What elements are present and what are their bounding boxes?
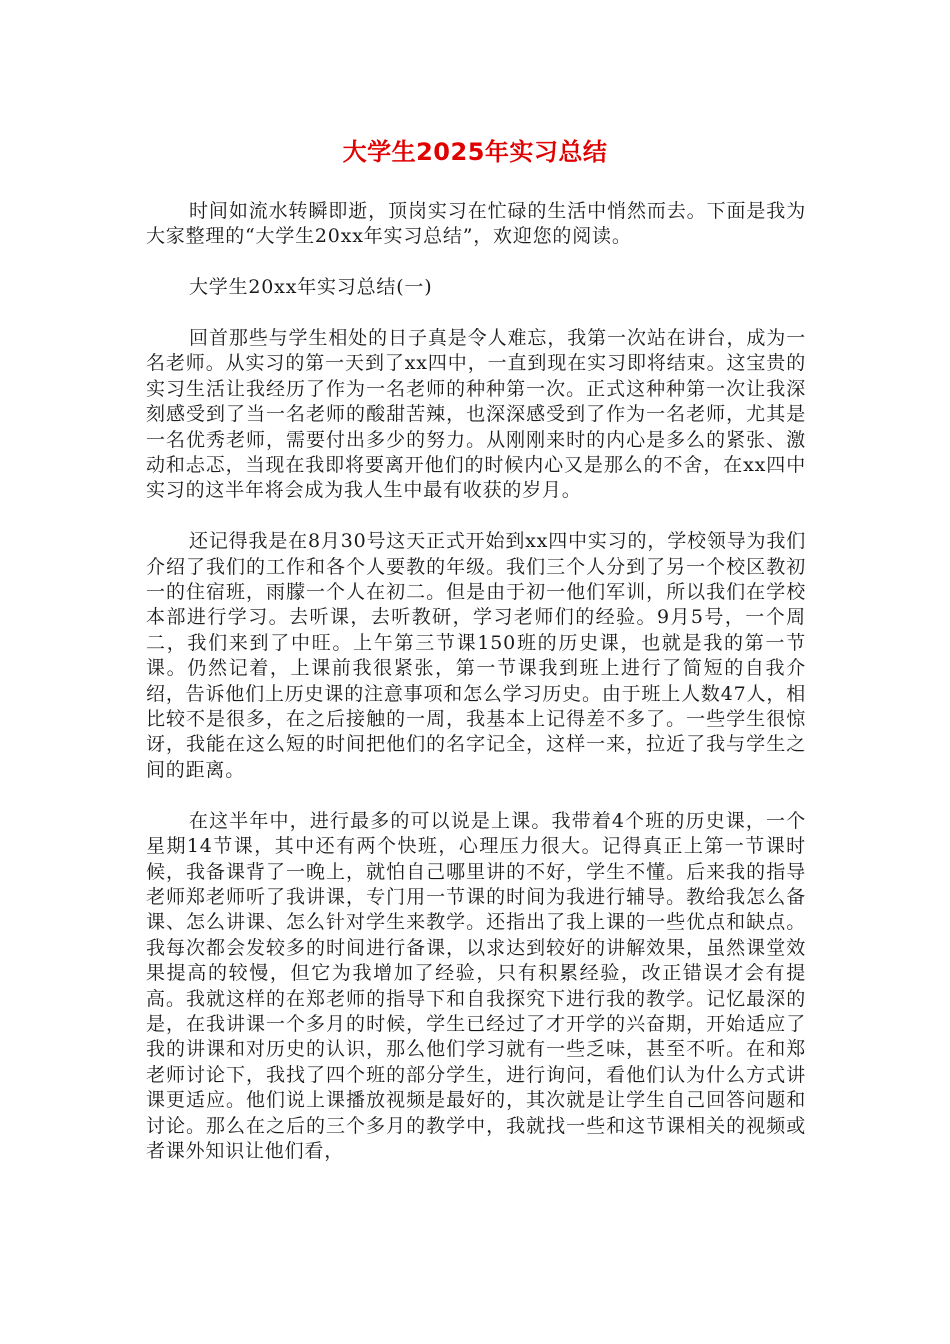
- body-paragraph: 在这半年中，进行最多的可以说是上课。我带着4个班的历史课，一个星期14节课，其中还有两个快班，心理压力很大。记得真正上第一节课时候，我备课背了一晚上，就怕自己哪里讲的不好，学生不懂。后来我的指导老师郑老师听了我讲课，专门用一节课的时间为我进行辅导。教给我怎么备课、怎么讲课、怎么针对学生来教学。还指出了我上课的一些优点和缺点。我每次都会发较多的时间进行备课，以求达到较好的讲解效果，虽然课堂效果提高的较慢，但它为我增加了经验，只有积累经验，改正错误才会有提高。我就这样的在郑老师的指导下和自我探究下进行我的教学。记忆最深的是，在我讲课一个多月的时候，学生已经过了才开学的兴奋期，开始适应了我的讲课和对历史的认识，那么他们学习就有一些乏味，甚至不听。在和郑老师讨论下，我找了四个班的部分学生，进行询问，看他们认为什么方式讲课更适应。他们说上课播放视频是最好的，其次就是让学生自己回答问题和讨论。那么在之后的三个多月的教学中，我就找一些和这节课相关的视频或者课外知识让他们看，: [146, 809, 806, 1162]
- body-paragraph: 回首那些与学生相处的日子真是令人难忘，我第一次站在讲台，成为一名老师。从实习的第一天到了xx四中，一直到现在实习即将结束。这宝贵的实习生活让我经历了作为一名老师的种种第一次。正式这种种第一次让我深刻感受到了当一名老师的酸甜苦辣，也深深感受到了作为一名老师，尤其是一名优秀老师，需要付出多少的努力。从刚刚来时的内心是多么的紧张、激动和忐忑，当现在我即将要离开他们的时候内心又是那么的不舍，在xx四中实习的这半年将会成为我人生中最有收获的岁月。: [146, 327, 806, 502]
- body-paragraph: 还记得我是在8月30号这天正式开始到xx四中实习的，学校领导为我们介绍了我们的工作和各个人要教的年级。我们三个人分到了另一个校区教初一的住宿班，雨朦一个人在初二。但是由于初一他们军训，所以我们在学校本部进行学习。去听课，去听教研，学习老师们的经验。9月5号，一个周二，我们来到了中旺。上午第三节课150班的历史课，也就是我的第一节课。仍然记着，上课前我很紧张，第一节课我到班上进行了简短的自我介绍，告诉他们上历史课的注意事项和怎么学习历史。由于班上人数47人，相比较不是很多，在之后接触的一周，我基本上记得差不多了。一些学生很惊讶，我能在这么短的时间把他们的名字记全，这样一来，拉近了我与学生之间的距离。: [146, 530, 806, 781]
- section-heading: 大学生20xx年实习总结(一): [189, 276, 433, 299]
- intro-paragraph: 时间如流水转瞬即逝，顶岗实习在忙碌的生活中悄然而去。下面是我为大家整理的“大学生20xx年实习总结”，欢迎您的阅读。: [146, 200, 806, 248]
- document-title: 大学生2025年实习总结: [342, 138, 608, 166]
- document-body: [146, 199, 806, 1164]
